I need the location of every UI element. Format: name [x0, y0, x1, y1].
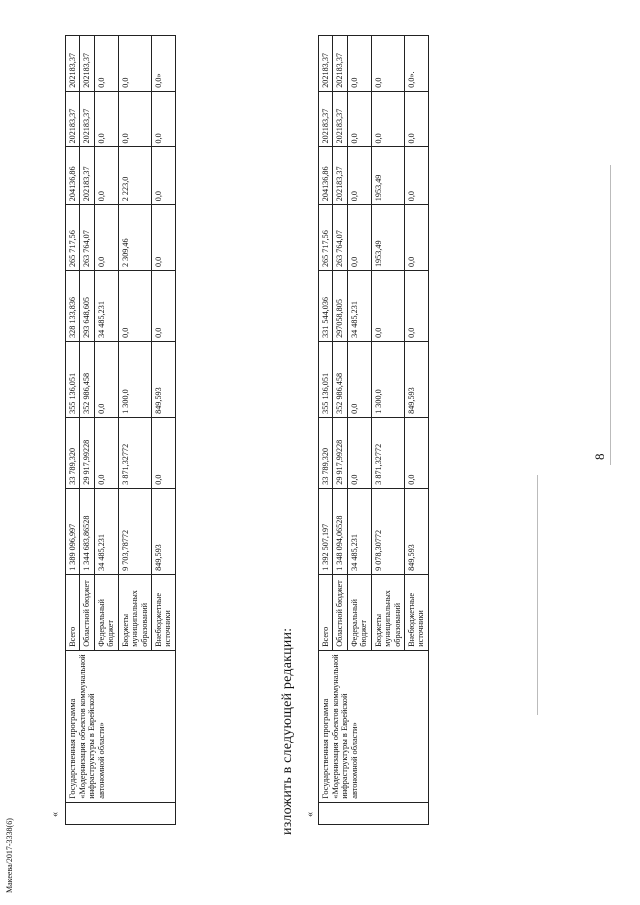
- amount-cell: 0,0»: [151, 36, 175, 92]
- amount-cell: 1 344 683,86528: [80, 488, 94, 574]
- amount-cell: 34 485,231: [347, 271, 371, 342]
- amount-cell: 0,0: [347, 147, 371, 205]
- amount-cell: 1 300,0: [118, 341, 151, 417]
- amount-cell: 352 986,458: [333, 341, 347, 417]
- scan-artifact-line: [537, 475, 538, 715]
- amount-cell: 202183,37: [80, 147, 94, 205]
- section-heading: изложить в следующей редакции:: [280, 627, 295, 835]
- amount-cell: 0,0: [404, 205, 428, 271]
- amount-cell: 2 223,0: [118, 147, 151, 205]
- amount-cell: 328 133,836: [66, 271, 80, 342]
- amount-cell: 0,0: [347, 417, 371, 488]
- amount-cell: 0,0: [371, 36, 404, 92]
- amount-cell: 0,0: [151, 205, 175, 271]
- empty-cell: [66, 802, 176, 824]
- empty-cell: [319, 802, 429, 824]
- opening-quote-1: «: [50, 812, 61, 817]
- amount-cell: 293 648,605: [80, 271, 94, 342]
- amount-cell: 263 764,07: [333, 205, 347, 271]
- amount-cell: 0,0: [347, 91, 371, 147]
- amount-cell: 34 485,231: [94, 271, 118, 342]
- page-number: 8: [592, 453, 607, 460]
- funding-source-cell: Федеральный бюджет: [347, 574, 371, 650]
- amount-cell: 29 917,99228: [80, 417, 94, 488]
- budget-table-new: [318, 35, 429, 825]
- amount-cell: 9 703,78772: [118, 488, 151, 574]
- amount-cell: 202183,37: [80, 91, 94, 147]
- amount-cell: 265 717,56: [319, 205, 333, 271]
- amount-cell: 849,593: [404, 341, 428, 417]
- amount-cell: 0,0: [94, 417, 118, 488]
- amount-cell: 1953,49: [371, 205, 404, 271]
- amount-cell: 0,0: [118, 36, 151, 92]
- amount-cell: 0,0: [151, 91, 175, 147]
- amount-cell: 0,0: [347, 341, 371, 417]
- amount-cell: 202183,37: [319, 36, 333, 92]
- amount-cell: 204136,86: [66, 147, 80, 205]
- amount-cell: 1 392 507,197: [319, 488, 333, 574]
- amount-cell: 1 348 094,06528: [333, 488, 347, 574]
- amount-cell: 263 764,07: [80, 205, 94, 271]
- budget-table-old: [65, 35, 176, 825]
- amount-cell: 9 078,30772: [371, 488, 404, 574]
- amount-cell: 202183,37: [66, 91, 80, 147]
- funding-source-cell: Внебюджетные источники: [151, 574, 175, 650]
- amount-cell: 3 871,32772: [371, 417, 404, 488]
- amount-cell: 0,0: [404, 417, 428, 488]
- amount-cell: 202183,37: [66, 36, 80, 92]
- amount-cell: 0,0: [118, 271, 151, 342]
- amount-cell: 0,0: [371, 271, 404, 342]
- amount-cell: 0,0: [151, 271, 175, 342]
- amount-cell: 0,0: [404, 147, 428, 205]
- amount-cell: 352 986,458: [80, 341, 94, 417]
- amount-cell: 0,0: [151, 147, 175, 205]
- program-name-cell: Государственная программа «Модернизация объектов коммунальной инфраструктуры в Еврейской автономной области»: [66, 650, 176, 802]
- amount-cell: 0,0: [118, 91, 151, 147]
- amount-cell: 0,0: [151, 417, 175, 488]
- funding-source-cell: Федеральный бюджет: [94, 574, 118, 650]
- amount-cell: 355 136,051: [66, 341, 80, 417]
- amount-cell: 0,0: [404, 91, 428, 147]
- opening-quote-2: «: [305, 812, 316, 817]
- amount-cell: 0,0: [94, 147, 118, 205]
- funding-source-cell: Бюджеты муниципальных образований: [371, 574, 404, 650]
- amount-cell: 0,0: [347, 36, 371, 92]
- amount-cell: 204136,86: [319, 147, 333, 205]
- amount-cell: 849,593: [404, 488, 428, 574]
- amount-cell: 3 871,32772: [118, 417, 151, 488]
- amount-cell: 33 789,320: [319, 417, 333, 488]
- amount-cell: 355 136,051: [319, 341, 333, 417]
- amount-cell: 297058,805: [333, 271, 347, 342]
- funding-source-cell: Внебюджетные источники: [404, 574, 428, 650]
- amount-cell: 0,0: [94, 36, 118, 92]
- amount-cell: 849,593: [151, 341, 175, 417]
- amount-cell: 1 389 096,997: [66, 488, 80, 574]
- table-row: [66, 36, 80, 825]
- amount-cell: 0,0: [94, 205, 118, 271]
- funding-source-cell: Всего: [66, 574, 80, 650]
- funding-source-cell: Областной бюджет: [80, 574, 94, 650]
- amount-cell: 34 485,231: [347, 488, 371, 574]
- amount-cell: 0,0: [94, 341, 118, 417]
- amount-cell: 1 300,0: [371, 341, 404, 417]
- document-id: Макеева/2017-3338(6): [5, 818, 14, 893]
- amount-cell: 202183,37: [319, 91, 333, 147]
- amount-cell: 202183,37: [333, 147, 347, 205]
- amount-cell: 202183,37: [333, 36, 347, 92]
- funding-source-cell: Всего: [319, 574, 333, 650]
- amount-cell: 849,593: [151, 488, 175, 574]
- amount-cell: 0,0: [94, 91, 118, 147]
- funding-source-cell: Бюджеты муниципальных образований: [118, 574, 151, 650]
- amount-cell: 265 717,56: [66, 205, 80, 271]
- amount-cell: 0,0: [347, 205, 371, 271]
- amount-cell: 331 544,036: [319, 271, 333, 342]
- table-row: [319, 36, 333, 825]
- amount-cell: 0,0».: [404, 36, 428, 92]
- amount-cell: 202183,37: [333, 91, 347, 147]
- amount-cell: 2 309,46: [118, 205, 151, 271]
- amount-cell: 0,0: [371, 91, 404, 147]
- amount-cell: 34 485,231: [94, 488, 118, 574]
- funding-source-cell: Областной бюджет: [333, 574, 347, 650]
- amount-cell: 29 917,99228: [333, 417, 347, 488]
- amount-cell: 33 789,320: [66, 417, 80, 488]
- amount-cell: 202183,37: [80, 36, 94, 92]
- amount-cell: 1953,49: [371, 147, 404, 205]
- program-name-cell: Государственная программа «Модернизация объектов коммунальной инфраструктуры в Еврейской автономной области»: [319, 650, 429, 802]
- scan-artifact-line: [610, 165, 611, 465]
- amount-cell: 0,0: [404, 271, 428, 342]
